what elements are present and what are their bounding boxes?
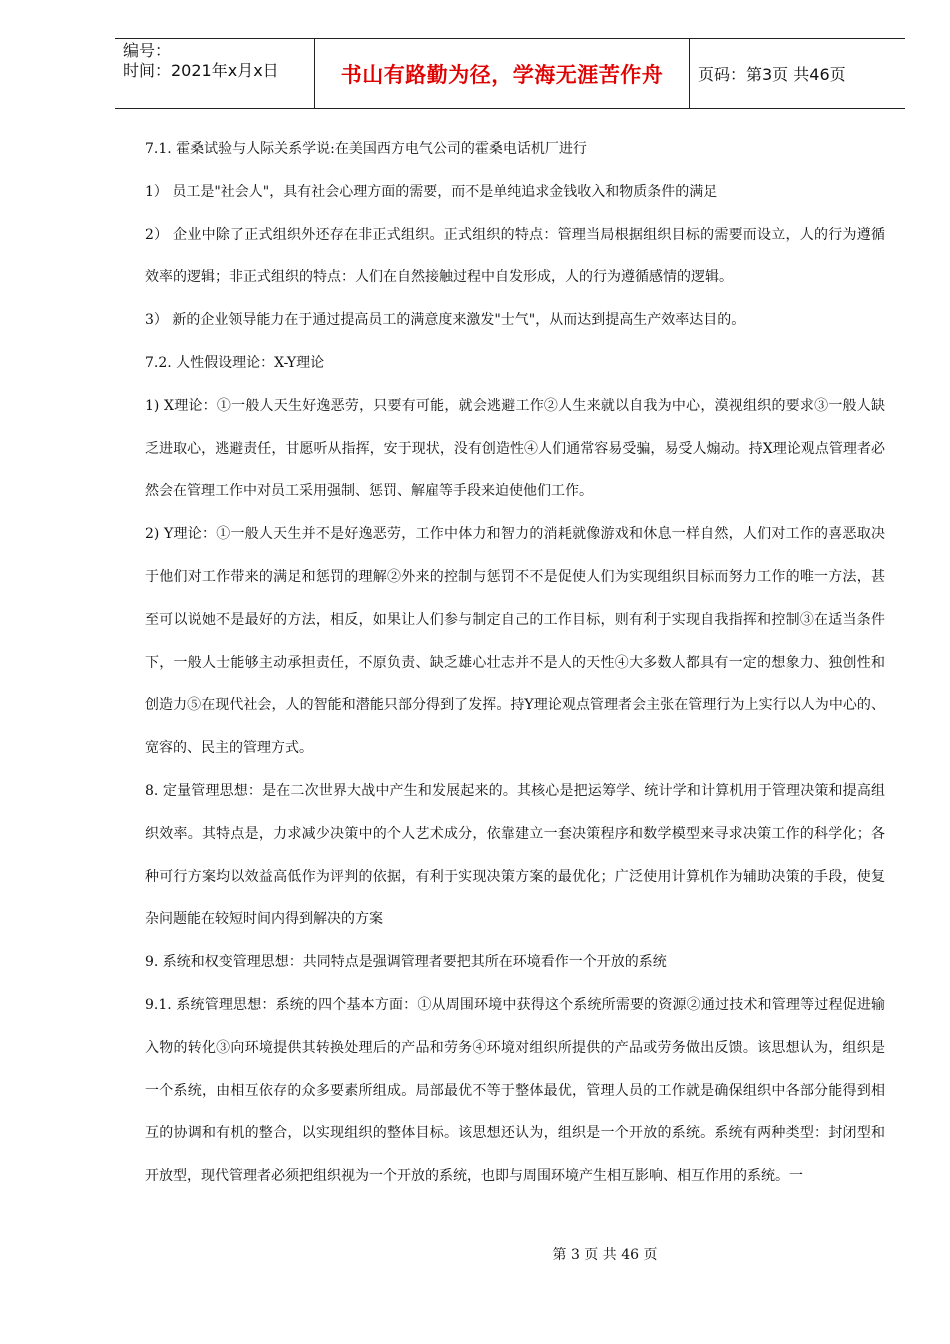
header-page-info: 页码：第3页 共46页	[698, 65, 846, 84]
document-number-label: 编号：	[123, 41, 172, 60]
paragraph: 9. 系统和权变管理思想：共同特点是强调管理者要把其所在环境看作一个开放的系统	[145, 954, 667, 971]
paragraph: 2） 企业中除了正式组织外还存在非正式组织。正式组织的特点：管理当局根据组织目标的需要而设立，人的行为遵循效率的逻辑；非正式组织的特点：人们在自然接触过程中自发形成，人的行为遵循感情的逻辑。	[145, 226, 885, 286]
paragraph: 7.2. 人性假设理论：X-Y理论	[145, 354, 325, 371]
paragraph: 1) X理论：①一般人天生好逸恶劳，只要有可能，就会逃避工作②人生来就以自我为中心，漠视组织的要求③一般人缺乏进取心，逃避责任，甘愿听从指挥，安于现状，没有创造性④人们通常容易受骗，易受人煽动。持X理论观点管理者必然会在管理工作中对员工采用强制、惩罚、解雇等手段来迫使他们工作。	[145, 397, 885, 500]
page-header	[115, 38, 905, 109]
paragraph: 1） 员工是"社会人"，具有社会心理方面的需要，而不是单纯追求金钱收入和物质条件的满足	[145, 183, 718, 200]
page-footer	[0, 1244, 950, 1264]
document-body	[145, 128, 885, 1198]
paragraph: 9.1. 系统管理思想：系统的四个基本方面：①从周围环境中获得这个系统所需要的资源②通过技术和管理等过程促进输入物的转化③向环境提供其转换处理后的产品和劳务④环境对组织所提供的产品或劳务做出反馈。该思想认为，组织是一个系统，由相互依存的众多要素所组成。局部最优不等于整体最优，管理人员的工作就是确保组织中各部分能得到相互的协调和有机的整合，以实现组织的整体目标。该思想还认为，组织是一个开放的系统。系统有两种类型：封闭型和开放型，现代管理者必须把组织视为一个开放的系统，也即与周围环境产生相互影响、相互作用的系统。一	[145, 996, 885, 1185]
paragraph: 8. 定量管理思想：是在二次世界大战中产生和发展起来的。其核心是把运筹学、统计学和计算机用于管理决策和提高组织效率。其特点是，力求减少决策中的个人艺术成分，依靠建立一套决策程序和数学模型来寻求决策工作的科学化；各种可行方案均以效益高低作为评判的依据，有利于实现决策方案的最优化；广泛使用计算机作为辅助决策的手段，使复杂问题能在较短时间内得到解决的方案	[145, 782, 885, 928]
paragraph: 3） 新的企业领导能力在于通过提高员工的满意度来激发"士气"，从而达到提高生产效率达目的。	[145, 312, 746, 329]
footer-page-number: 第 3 页 共 46 页	[552, 1247, 658, 1263]
paragraph: 2) Y理论：①一般人天生并不是好逸恶劳，工作中体力和智力的消耗就像游戏和休息一样自然，人们对工作的喜恶取决于他们对工作带来的满足和惩罚的理解②外来的控制与惩罚不不是促使人们为实现组织目标而努力工作的唯一方法，甚至可以说她不是最好的方法，相反，如果让人们参与制定自己的工作目标，则有利于实现自我指挥和控制③在适当条件下，一般人士能够主动承担责任，不原负责、缺乏雄心壮志并不是人的天性④大多数人都具有一定的想象力、独创性和创造力⑤在现代社会，人的智能和潜能只部分得到了发挥。持Y理论观点管理者会主张在管理行为上实行以人为中心的、宽容的、民主的管理方式。	[145, 526, 885, 757]
document-time: 时间：2021年x月x日	[123, 61, 279, 80]
header-meta	[115, 39, 315, 108]
paragraph: 7.1. 霍桑试验与人际关系学说:在美国西方电气公司的霍桑电话机厂进行	[145, 141, 587, 157]
header-motto: 书山有路勤为径，学海无涯苦作舟	[315, 39, 690, 108]
